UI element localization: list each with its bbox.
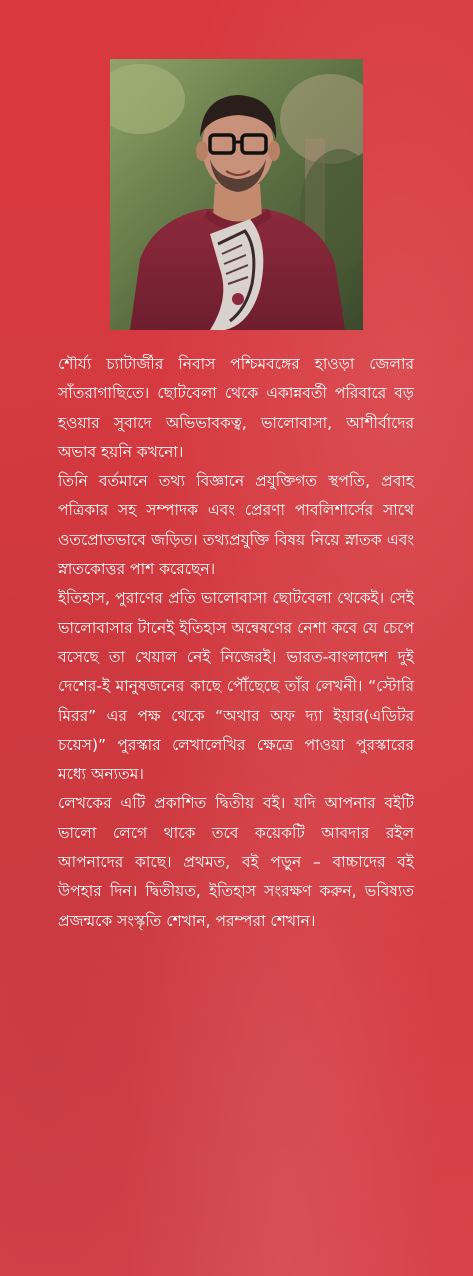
portrait-photo-icon bbox=[110, 59, 363, 330]
bio-paragraph: ইতিহাস, পুরাণের প্রতি ভালোবাসা ছোটবেলা থেকেই। সেই ভালোবাসার টানেই ইতিহাস অন্বেষণের নেশা কবে যে চেপে বসেছে তা খেয়াল নেই নিজেরই। ভারত-বাংলাদেশ দুই দেশের-ই মানুষজনের কাছে পৌঁছেছে তাঁর লেখনী। “স্টোরি মিরর” এর পক্ষ থেকে “অথার অফ দ্যা ইয়ার(এডিটর চয়েস)” পুরস্কার লেখালেখির ক্ষেত্রে পাওয়া পুরস্কারের মধ্যে অন্যতম। bbox=[58, 589, 414, 784]
bio-paragraph: তিনি বর্তমানে তথ্য বিজ্ঞানে প্রযুক্তিগত স্থপতি, প্রবাহ পত্রিকার সহ সম্পাদক এবং প্রেরণা পাবলিশার্সের সাথে ওতপ্রোতভাবে জড়িত। তথ্যপ্রযুক্তি বিষয় নিয়ে স্নাতক এবং স্নাতকোত্তর পাশ করেছেন। bbox=[58, 472, 414, 579]
author-photo bbox=[110, 59, 363, 330]
bio-paragraph: শৌর্য্য চ্যাটার্জীর নিবাস পশ্চিমবঙ্গের হাওড়া জেলার সাঁতরাগাছিতে। ছোটবেলা থেকে একান্নবর্তী পরিবারে বড় হওয়ার সুবাদে অভিভাবকত্ব, ভালোবাসা, আশীর্বাদের অভাব হয়নি কখনো। bbox=[58, 355, 414, 461]
author-bio bbox=[58, 350, 414, 936]
bio-paragraph: লেখকের এটি প্রকাশিত দ্বিতীয় বই। যদি আপনার বইটি ভালো লেগে থাকে তবে কয়েকটি আবদার রইল আপনাদের কাছে। প্রথমত, বই পড়ুন – বাচ্চাদের বই উপহার দিন। দ্বিতীয়ত, ইতিহাস সংরক্ষণ করুন, ভবিষ্যত প্রজন্মকে সংস্কৃতি শেখান, পরম্পরা শেখান। bbox=[58, 794, 414, 930]
